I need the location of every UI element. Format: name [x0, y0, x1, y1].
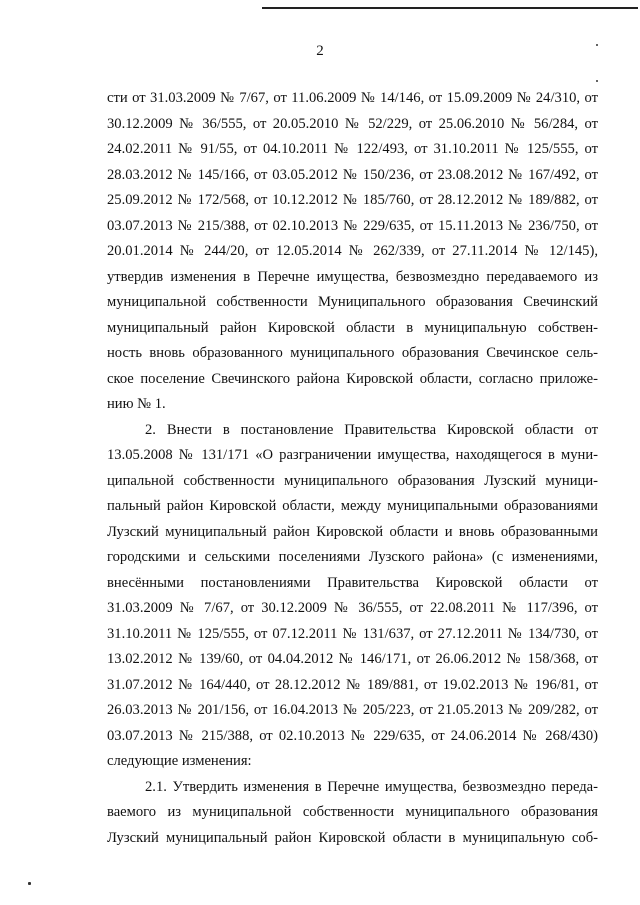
text-line: 13.02.2012 № 139/60, от 04.04.2012 № 146/171, от 26.06.2012 № 158/368, от — [107, 651, 598, 667]
text-line: муниципальный район Кировской области в муниципальную собствен- — [107, 320, 598, 336]
text-line: 31.07.2012 № 164/440, от 28.12.2012 № 189/881, от 19.02.2013 № 196/81, от — [107, 677, 598, 693]
text-line: 20.01.2014 № 244/20, от 12.05.2014 № 262/339, от 27.11.2014 № 12/145), — [107, 243, 598, 259]
text-line: 31.10.2011 № 125/555, от 07.12.2011 № 131/637, от 27.12.2011 № 134/730, от — [107, 626, 598, 642]
text-line: следующие изменения: — [107, 753, 252, 769]
text-line: сти от 31.03.2009 № 7/67, от 11.06.2009 № 14/146, от 15.09.2009 № 24/310, от — [107, 90, 598, 106]
text-line: Лузский муниципальный район Кировской области и вновь образованными — [107, 524, 598, 540]
top-scan-rule — [262, 7, 638, 9]
text-line: утвердив изменения в Перечне имущества, безвозмездно передаваемого из — [107, 269, 598, 285]
text-line: городскими и сельскими поселениями Лузского района» (с изменениями, — [107, 549, 598, 565]
text-line: нию № 1. — [107, 396, 166, 412]
text-line: 03.07.2013 № 215/388, от 02.10.2013 № 229/635, от 24.06.2014 № 268/430) — [107, 728, 598, 744]
text-line: 26.03.2013 № 201/156, от 16.04.2013 № 205/223, от 21.05.2013 № 209/282, от — [107, 702, 598, 718]
text-line: ское поселение Свечинского района Кировской области, согласно приложе- — [107, 371, 598, 387]
text-line: ваемого из муниципальной собственности муниципального образования — [107, 804, 598, 820]
text-line: 25.09.2012 № 172/568, от 10.12.2012 № 185/760, от 28.12.2012 № 189/882, от — [107, 192, 598, 208]
page-number: 2 — [316, 43, 324, 59]
text-line: пальный район Кировской области, между муниципальными образованиями — [107, 498, 598, 514]
text-line: внесёнными постановлениями Правительства Кировской области от — [107, 575, 598, 591]
text-line: 28.03.2012 № 145/166, от 03.05.2012 № 150/236, от 23.08.2012 № 167/492, от — [107, 167, 598, 183]
text-line: 24.02.2011 № 91/55, от 04.10.2011 № 122/493, от 31.10.2011 № 125/555, от — [107, 141, 598, 157]
text-line: ципальной собственности муниципального образования Лузский муници- — [107, 473, 598, 489]
text-line: 30.12.2009 № 36/555, от 20.05.2010 № 52/229, от 25.06.2010 № 56/284, от — [107, 116, 598, 132]
text-line: муниципальной собственности Муниципального образования Свечинский — [107, 294, 598, 310]
text-line: ность вновь образованного муниципального образования Свечинское сель- — [107, 345, 598, 361]
text-line: 03.07.2013 № 215/388, от 02.10.2013 № 229/635, от 15.11.2013 № 236/750, от — [107, 218, 598, 234]
text-line: 31.03.2009 № 7/67, от 30.12.2009 № 36/555, от 22.08.2011 № 117/396, от — [107, 600, 598, 616]
paragraph-2-1-start: 2.1. Утвердить изменения в Перечне имущества, безвозмездно переда- — [145, 779, 598, 795]
text-line: 13.05.2008 № 131/171 «О разграничении имущества, находящегося в муни- — [107, 447, 598, 463]
text-line: Лузский муниципальный район Кировской области в муниципальную соб- — [107, 830, 598, 846]
scan-speck — [596, 80, 598, 82]
paragraph-2-start: 2. Внести в постановление Правительства Кировской области от — [145, 422, 598, 438]
scan-speck — [28, 882, 31, 885]
